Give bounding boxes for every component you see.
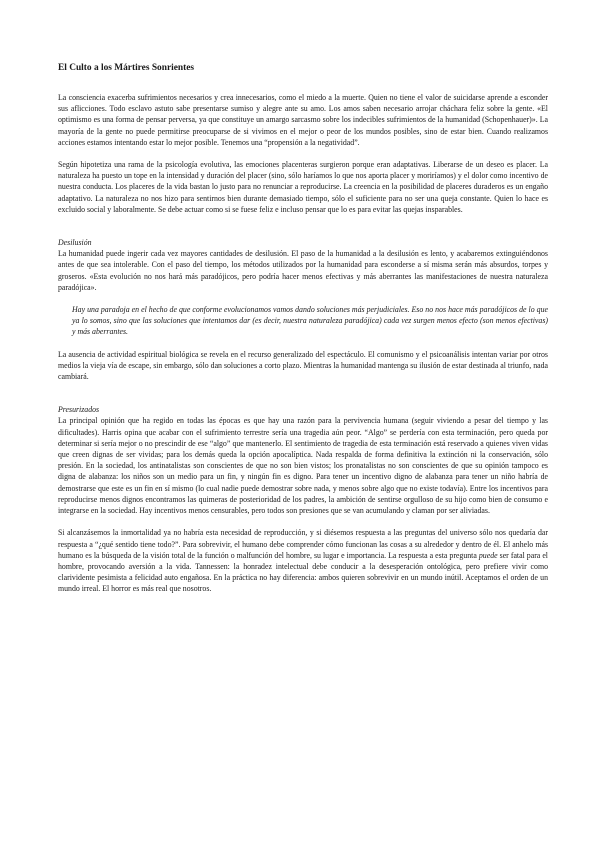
section-heading-presurizados: Presurizados xyxy=(58,405,100,415)
intro-paragraph-1: La consciencia exacerba sufrimientos necesarios y crea innecesarios, como el miedo a la muerte. Quien no tiene el valor de suicidarse aprende a esconder sus aflicciones. Todo esclavo astuto sabe presentarse sumiso y alegre ante su amo. Los amos saben necesario arrojar cháchara feliz sobre la gente. «El optimismo es una forma de pensar perversa, ya que constituye un amargo sarcasmo sobre los indecibles sufrimientos de la humanidad (Schopenhauer)». La mayoría de la gente no puede permitirse preocuparse de si vivimos en el mejor o peor de los mundos posibles, sino de estar bien. Cuando realizamos acciones estamos intentando estar lo mejor posible. Tenemos una “propensión a la negatividad”. xyxy=(58,93,548,147)
intro-paragraph-2: Según hipotetiza una rama de la psicología evolutiva, las emociones placenteras surgieron porque eran adaptativas. Liberarse de un deseo es placer. La naturaleza ha puesto un tope en la intensidad y duración del placer (sino, sólo haríamos lo que nos aporta placer y moriríamos) y el dolor como incentivo de nuestra conducta. Los placeres de la vida bastan lo justo para no renunciar a reproducirse. La creencia en la posibilidad de placeres duraderos es un engaño adaptativo. La naturaleza no nos hizo para sentirnos bien durante demasiado tiempo, sólo el suficiente para no ser una queja constante. Quien lo hace es excluido social y laboralmente. Se debe actuar como si se fuese feliz e incluso pensar que lo es para evitar las quejas insparables. xyxy=(58,160,548,214)
document-title: El Culto a los Mártires Sonrientes xyxy=(58,63,195,73)
paragraph-text-start: Si alcanzásemos la inmortalidad ya no habría esta necesidad de reproducción, y si diésemos respuesta a las preguntas del universo sólo nos quedaría dar respuesta a “¿qué sentido tiene todo?”. Para sobrevivir, el humano debe comprender cómo funcionan las cosas a su alrededor y dentro de él. El anhelo más humano es la búsqueda de la visión total de la función o malfunción del hombre, su lugar e importancia. La respuesta a esta pregunta xyxy=(58,528,548,560)
desilusion-paragraph-2: La ausencia de actividad espiritual biológica se revela en el recurso generalizado del espectáculo. El comunismo y el psicoanálisis intentan variar por otros medios la vieja vía de escape, sin embargo, sólo dan soluciones a corto plazo. Mientras la humanidad mantenga su ilusión de estar destinada al triunfo, nada cambiará. xyxy=(58,349,548,382)
desilusion-paragraph-1: La humanidad puede ingerir cada vez mayores cantidades de desilusión. El paso de la humanidad a la desilusión es lento, y acabaremos extinguiéndonos antes de que sea intolerable. Con el paso del tiempo, los métodos utilizados por la humanidad para esconderse a sí misma serán más absurdos, torpes y groseros. «Esta evolución no nos hará más paradójicos, pero podría hacer menos efectivas y más aberrantes las manifestaciones de nuestra naturaleza paradójica». xyxy=(58,249,548,292)
presurizados-paragraph-2 xyxy=(58,527,548,594)
emphasized-word: puede xyxy=(478,550,498,560)
section-heading-desilusion: Desilusión xyxy=(58,238,92,248)
presurizados-paragraph-1: La principal opinión que ha regido en todas las épocas es que hay una razón para la pervivencia humana (seguir viviendo a pesar del tiempo y las dificultades). Harris opina que acabar con el sufrimiento terrestre sería una tragedia aún peor. “Algo” se perdería con esta terminación, pero queda por determinar si sería mejor o no prescindir de ese “algo” que mantenerlo. El sentimiento de tragedia de esta terminación está reservado a quienes viven vidas que creen dignas de ser vividas; para los demás queda la opción apocalíptica. Nada respalda de forma definitiva la extinción ni la conservación, sólo presión. En la sociedad, los antinatalistas son conscientes de que no son bien vistos; los pronatalistas no son conscientes de que su opinión tampoco es digna de alabanza: los niños son un medio para un fin, y ningún fin es digno. Para tener un incentivo digno de alabanza para tener un niño habría de demostrarse que este es un fin en sí mismo (lo cual nadie puede demostrar sobre nada, y menos sobre algo que no existe todavía). Entre los incentivos para reproducirse menos dignos encontramos las quimeras de posterioridad de los padres, la ambición de sentirse orgulloso de su hijo como bien de consumo e integrarse en la sociedad. Hay incentivos menos censurables, pero todos son presiones que se van acumulando y claman por ser aliviadas. xyxy=(58,416,548,516)
desilusion-quote: Hay una paradoja en el hecho de que conforme evolucionamos vamos dando soluciones más perjudiciales. Eso no nos hace más paradójicos de lo que ya lo somos, sino que las soluciones que intentamos dar (es decir, nuestra naturaleza paradójica) cada vez surgen menos efecto (son menos efectivas) y más aberrantes. xyxy=(72,305,548,337)
paragraph-text-end: ser fatal para el hombre, provocando aversión a la vida. Tannessen: la honradez intelectual debe conducir a la desesperación ontológica, pero prefiere vivir como clarividente pesimista a felicidad auto engañosa. En la práctica no hay diferencia: ambos quieren sobrevivir en un mundo inútil. Aceptamos el orden de un mundo irreal. El horror es más real que nosotros. xyxy=(58,550,548,594)
